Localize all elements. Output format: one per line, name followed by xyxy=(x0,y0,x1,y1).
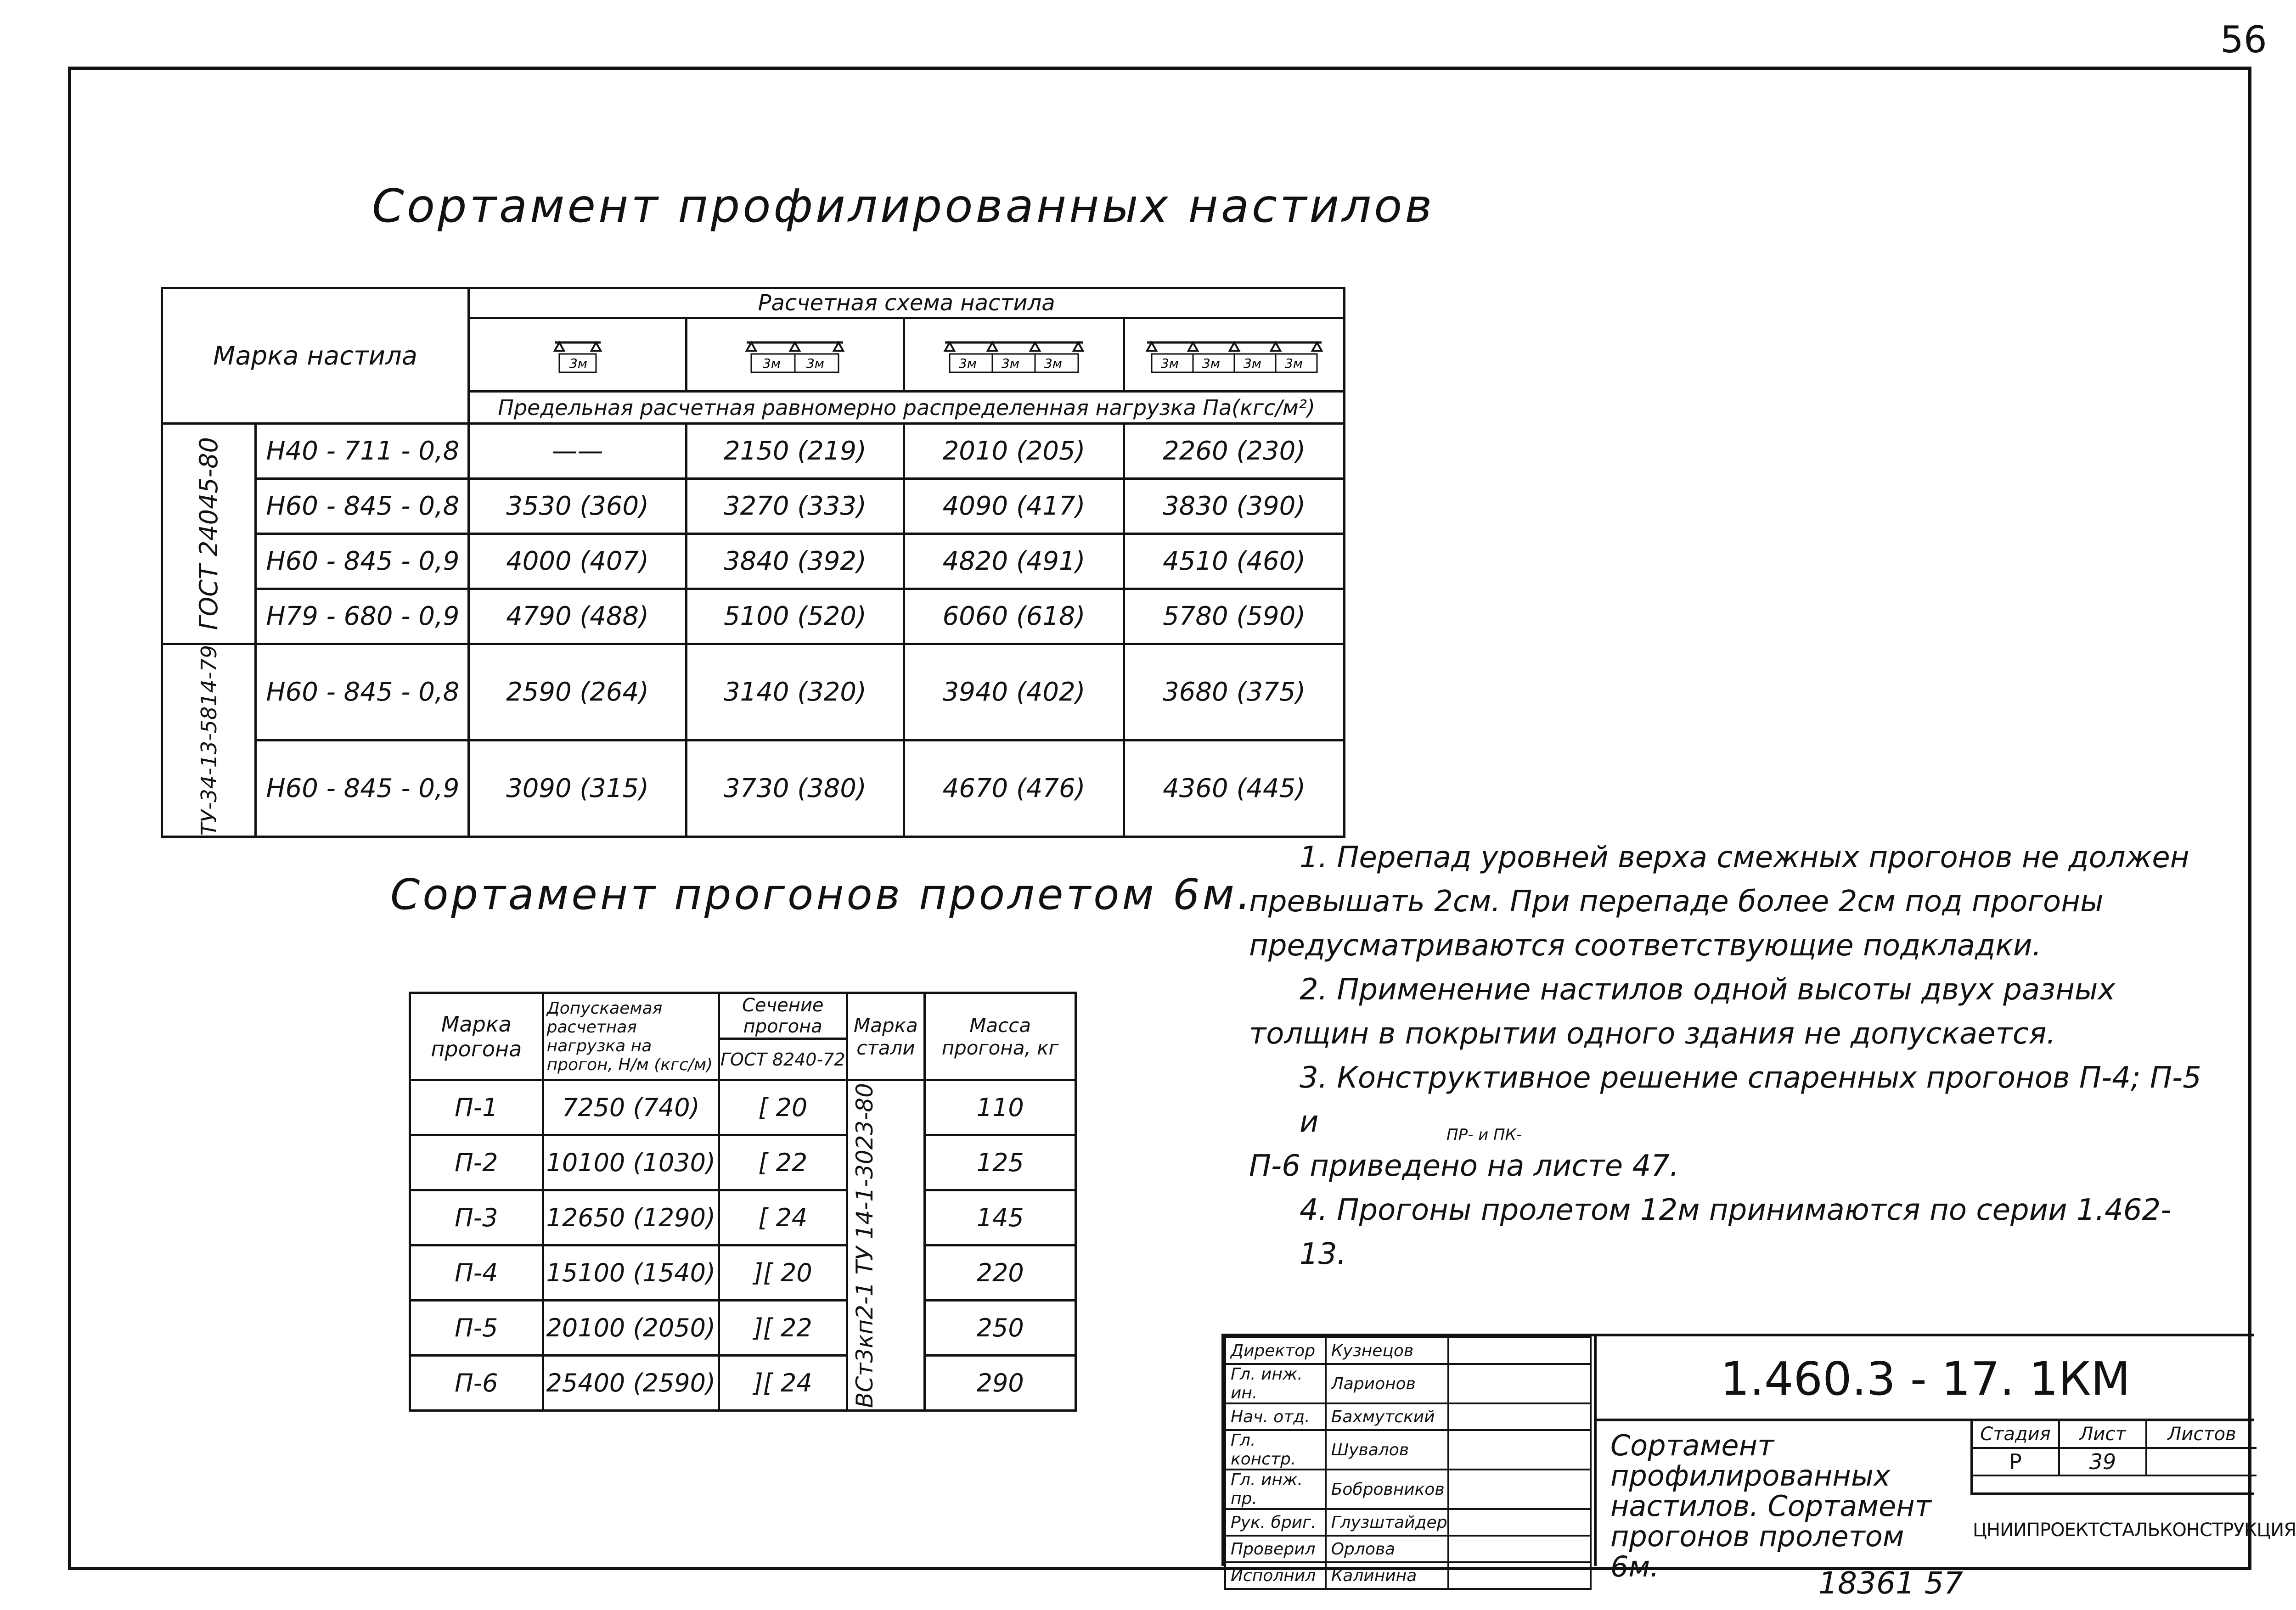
sheets-label: Листов xyxy=(2147,1421,2257,1449)
h-load: Допускаемая расчетная нагрузка на прогон, Н/м (кгс/м) xyxy=(543,993,719,1080)
purlin-mark: П-4 xyxy=(410,1245,543,1301)
purlins-table xyxy=(409,992,1077,1412)
note-line: толщин в покрытии одного здания не допускается. xyxy=(1249,1017,2056,1051)
notes xyxy=(1249,836,2213,1276)
scheme-3-span xyxy=(904,318,1124,392)
sheets-value xyxy=(2147,1449,2257,1476)
note-line: предусматриваются соответствующие подкладки. xyxy=(1249,929,2042,963)
signature xyxy=(1448,1364,1591,1403)
signer-name: Бобровников xyxy=(1326,1470,1448,1509)
signer-name: Орлова xyxy=(1326,1536,1448,1562)
stage-value: Р xyxy=(1973,1449,2060,1476)
svg-text:3м: 3м xyxy=(1202,355,1220,371)
purlin-mark: П-3 xyxy=(410,1190,543,1245)
sheet-label: Лист xyxy=(2060,1421,2147,1449)
stage-label: Стадия xyxy=(1973,1421,2060,1449)
signer-name: Глузштайдер xyxy=(1326,1509,1448,1536)
deck-value: 3090 (315) xyxy=(469,740,687,837)
h-section: Сечение прогона xyxy=(719,993,847,1039)
note-line: П-6 приведено на листе 47. xyxy=(1249,1149,1679,1183)
signature xyxy=(1448,1562,1591,1589)
deck-value: 6060 (618) xyxy=(904,589,1124,644)
deck-value: 3730 (380) xyxy=(686,740,904,837)
role: Проверил xyxy=(1225,1536,1326,1562)
deck-value: 4360 (445) xyxy=(1124,740,1345,837)
beam-scheme-icon xyxy=(940,329,1087,375)
signer-name: Бахмутский xyxy=(1326,1403,1448,1430)
purlins-title: Сортамент прогонов пролетом 6м. xyxy=(390,870,1254,919)
sheet-info xyxy=(1970,1421,2254,1495)
signer-name: Кузнецов xyxy=(1326,1337,1448,1364)
signature xyxy=(1448,1536,1591,1562)
load-caption: Предельная расчетная равномерно распределенная нагрузка Па(кгс/м²) xyxy=(469,392,1345,424)
deck-value: 3140 (320) xyxy=(686,644,904,740)
purlin-mass: 145 xyxy=(925,1190,1076,1245)
role: Гл. инж. пр. xyxy=(1225,1470,1326,1509)
h-section-std: ГОСТ 8240-72 xyxy=(719,1039,847,1080)
h-steel: Марка стали xyxy=(847,993,925,1080)
beam-scheme-icon xyxy=(742,329,848,375)
scheme-2-span xyxy=(686,318,904,392)
signer-name: Калинина xyxy=(1326,1562,1448,1589)
deck-value: 2260 (230) xyxy=(1124,424,1345,479)
signature xyxy=(1448,1470,1591,1509)
role: Нач. отд. xyxy=(1225,1403,1326,1430)
purlin-section: [ 24 xyxy=(719,1190,847,1245)
signature xyxy=(1448,1403,1591,1430)
svg-text:3м: 3м xyxy=(806,355,825,371)
purlin-mass: 290 xyxy=(925,1356,1076,1411)
purlin-section: ][ 20 xyxy=(719,1245,847,1301)
deck-value: 5780 (590) xyxy=(1124,589,1345,644)
deck-mark: Н60 - 845 - 0,9 xyxy=(256,534,469,589)
signer-name: Шувалов xyxy=(1326,1430,1448,1470)
role: Исполнил xyxy=(1225,1562,1326,1589)
deck-value: 2150 (219) xyxy=(686,424,904,479)
decks-table xyxy=(161,287,1345,838)
beam-scheme-icon xyxy=(550,329,605,375)
note-line: 3. Конструктивное решение спаренных прогонов П-4; П-5 и xyxy=(1300,1061,2201,1139)
purlin-load: 7250 (740) xyxy=(543,1080,719,1135)
deck-value: —— xyxy=(469,424,687,479)
deck-value: 3270 (333) xyxy=(686,479,904,534)
deck-mark: Н60 - 845 - 0,8 xyxy=(256,479,469,534)
deck-value: 3680 (375) xyxy=(1124,644,1345,740)
purlin-section: ][ 24 xyxy=(719,1356,847,1411)
purlin-mass: 250 xyxy=(925,1301,1076,1356)
purlin-mark: П-1 xyxy=(410,1080,543,1135)
col-scheme-header: Расчетная схема настила xyxy=(469,288,1345,318)
col-mark-header: Марка настила xyxy=(162,288,469,424)
deck-value: 3530 (360) xyxy=(469,479,687,534)
deck-mark: Н60 - 845 - 0,9 xyxy=(256,740,469,837)
deck-value: 4510 (460) xyxy=(1124,534,1345,589)
purlin-mark: П-5 xyxy=(410,1301,543,1356)
deck-value: 5100 (520) xyxy=(686,589,904,644)
purlin-load: 15100 (1540) xyxy=(543,1245,719,1301)
svg-text:3м: 3м xyxy=(1002,355,1020,371)
svg-text:3м: 3м xyxy=(1044,355,1063,371)
purlin-mass: 110 xyxy=(925,1080,1076,1135)
purlin-load: 25400 (2590) xyxy=(543,1356,719,1411)
sheet-value: 39 xyxy=(2060,1449,2147,1476)
signer-name: Ларионов xyxy=(1326,1364,1448,1403)
svg-text:3м: 3м xyxy=(569,355,587,371)
purlin-mass: 125 xyxy=(925,1135,1076,1190)
purlin-load: 12650 (1290) xyxy=(543,1190,719,1245)
purlin-load: 10100 (1030) xyxy=(543,1135,719,1190)
deck-mark: Н40 - 711 - 0,8 xyxy=(256,424,469,479)
deck-value: 3940 (402) xyxy=(904,644,1124,740)
deck-value: 3830 (390) xyxy=(1124,479,1345,534)
role: Директор xyxy=(1225,1337,1326,1364)
h-mark: Марка прогона xyxy=(410,993,543,1080)
scheme-1-span xyxy=(469,318,687,392)
beam-scheme-icon xyxy=(1142,329,1326,375)
deck-mark: Н60 - 845 - 0,8 xyxy=(256,644,469,740)
organisation: ЦНИИПРОЕКТСТАЛЬКОНСТРУКЦИЯ xyxy=(1973,1520,2296,1541)
purlin-section: [ 20 xyxy=(719,1080,847,1135)
steel-grade: ВСт3кп2-1 ТУ 14-1-3023-80 xyxy=(847,1080,925,1411)
signature xyxy=(1448,1509,1591,1536)
svg-text:3м: 3м xyxy=(959,355,977,371)
deck-value: 3840 (392) xyxy=(686,534,904,589)
deck-value: 4090 (417) xyxy=(904,479,1124,534)
purlin-section: ][ 22 xyxy=(719,1301,847,1356)
svg-text:3м: 3м xyxy=(1284,355,1303,371)
deck-value: 4000 (407) xyxy=(469,534,687,589)
note-line: 4. Прогоны пролетом 12м принимаются по серии 1.462-13. xyxy=(1300,1193,2172,1271)
signature-table xyxy=(1224,1336,1592,1590)
drawing-description: Сортамент профилированных настилов. Сортамент прогонов пролетом 6м. xyxy=(1594,1421,1970,1566)
decks-title: Сортамент профилированных настилов xyxy=(372,179,1435,233)
role: Гл. инж. ин. xyxy=(1225,1364,1326,1403)
deck-value: 4790 (488) xyxy=(469,589,687,644)
purlin-load: 20100 (2050) xyxy=(543,1301,719,1356)
h-mass: Масса прогона, кг xyxy=(925,993,1076,1080)
purlin-mark: П-2 xyxy=(410,1135,543,1190)
svg-text:3м: 3м xyxy=(763,355,781,371)
std-gost: ГОСТ 24045-80 xyxy=(162,424,256,644)
std-tu: ТУ-34-13-5814-79 xyxy=(162,644,256,837)
deck-value: 2010 (205) xyxy=(904,424,1124,479)
purlin-section: [ 22 xyxy=(719,1135,847,1190)
scheme-4-span xyxy=(1124,318,1345,392)
svg-text:3м: 3м xyxy=(1243,355,1261,371)
archive-number: 18361 57 xyxy=(1818,1565,1963,1601)
note-line: превышать 2см. При перепаде более 2см под прогоны xyxy=(1249,885,2104,919)
deck-mark: Н79 - 680 - 0,9 xyxy=(256,589,469,644)
drawing-code: 1.460.3 - 17. 1КМ xyxy=(1594,1336,2254,1421)
note-line: 1. Перепад уровней верха смежных прогонов не должен xyxy=(1300,841,2189,875)
signature xyxy=(1448,1430,1591,1470)
note4-insert: ПР- и ПК- xyxy=(1446,1126,1522,1144)
svg-text:3м: 3м xyxy=(1160,355,1179,371)
role: Гл. констр. xyxy=(1225,1430,1326,1470)
note-line: 2. Применение настилов одной высоты двух разных xyxy=(1300,973,2116,1007)
purlin-mark: П-6 xyxy=(410,1356,543,1411)
signature xyxy=(1448,1337,1591,1364)
page-number: 56 xyxy=(2220,18,2267,61)
deck-value: 2590 (264) xyxy=(469,644,687,740)
role: Рук. бриг. xyxy=(1225,1509,1326,1536)
purlin-mass: 220 xyxy=(925,1245,1076,1301)
deck-value: 4820 (491) xyxy=(904,534,1124,589)
deck-value: 4670 (476) xyxy=(904,740,1124,837)
